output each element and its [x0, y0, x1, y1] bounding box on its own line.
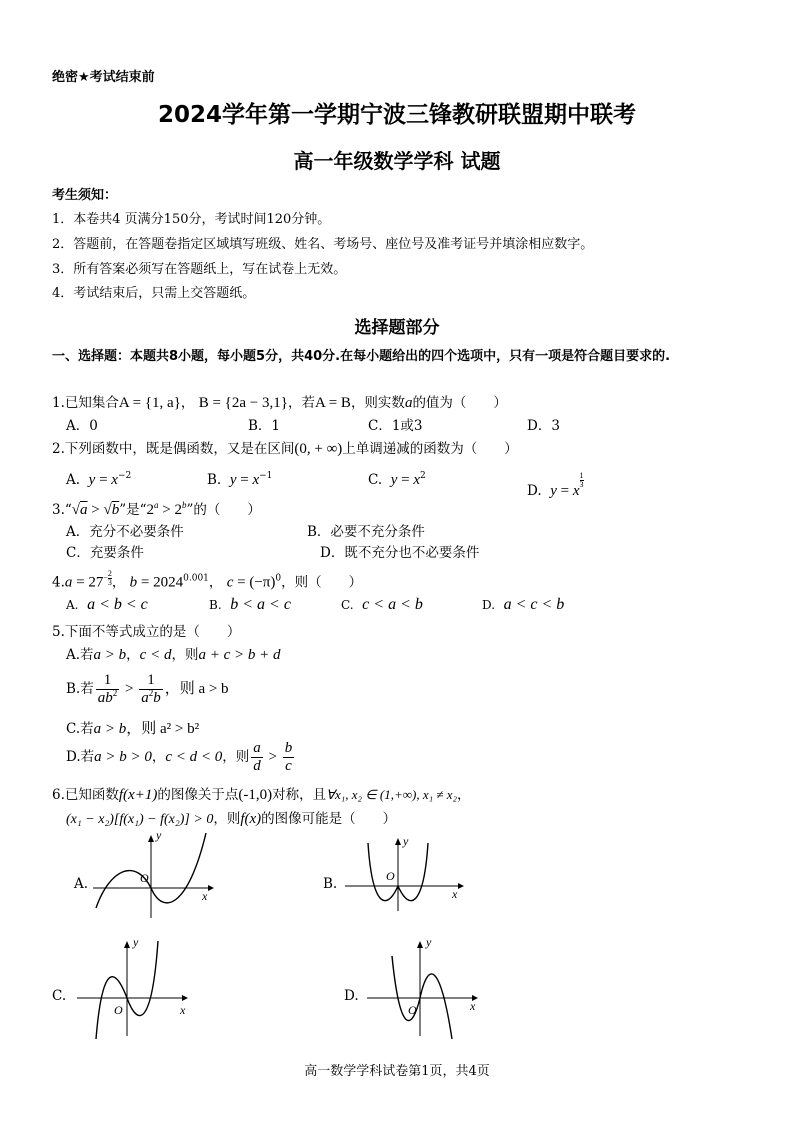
svg-text:y: y [426, 936, 432, 949]
svg-text:x: x [180, 1003, 186, 1017]
q1-suffix: ，则实数 [350, 395, 405, 411]
q5-option-c: C.若a > b，则 a² > b² [66, 721, 200, 737]
q2-label-a: A. [66, 472, 81, 488]
q1-var: a [404, 395, 413, 411]
svg-text:y: y [156, 828, 162, 842]
q2-exp-b: −1 [259, 471, 273, 481]
notice-item: 1．本卷共4 页满分150分，考试时间120分钟。 [52, 212, 331, 227]
q1-end: 的值为（ ） [412, 395, 507, 411]
q4-suffix: ，则（ ） [281, 574, 363, 591]
q3-close: ”的（ ） [186, 502, 261, 518]
svg-text:O: O [114, 1003, 123, 1017]
q2-option-b: B. $y = x^{-1}$ [207, 471, 273, 488]
q3-option-b: B．必要不充分条件 [307, 524, 425, 540]
q3-cond-exp: $2^a > 2^b$ [146, 500, 187, 518]
q4-a-exp-den: 3 [107, 578, 112, 587]
q1-option-c: C．1或3 [368, 418, 423, 434]
q4-b-exp: 0.001 [183, 573, 209, 584]
svg-text:O: O [140, 871, 149, 885]
q4-num: 4. [52, 574, 65, 591]
q2-exp-c: 2 [420, 471, 426, 481]
graph-c-label: C. [52, 988, 67, 1004]
q2-prefix: 2.下列函数中，既是偶函数，又是在区间 [52, 441, 295, 457]
q5-option-b: B.若 $\frac{1}{ab^2}$ > $\frac{1}{a^2b}$ ，则 a > b [66, 672, 229, 706]
svg-text:x: x [452, 887, 458, 901]
question-3-stem [52, 498, 261, 519]
q4-option-c: C. c < a < b [341, 596, 423, 613]
question-4-stem: 4.a = 27− $\frac{2}{3}$ ， $b = 2024^{0.001}$， $c = (-\pi)^0$，则（ ） [52, 569, 363, 591]
q2-exp-a: −2 [117, 471, 132, 481]
section-title: 选择题部分 [354, 318, 440, 338]
q4-c-exp: 0 [275, 573, 282, 584]
q2-option-a: A. $y = x^{-2}$ [66, 471, 132, 488]
part1-heading: 一、选择题：本题共8小题，每小题5分，共40分.在每小题给出的四个选项中，只有一项是符合题目要求的. [52, 349, 671, 364]
q4-a-base: 27 [88, 574, 104, 591]
q1-option-d: D．3 [527, 418, 560, 434]
notice-heading: 考生须知： [52, 188, 118, 203]
question-5-stem: 5.下面不等式成立的是（ ） [52, 624, 241, 640]
q4-option-d: D. a < c < b [482, 596, 565, 613]
graph-c [72, 936, 197, 1041]
graph-b-label: B. [323, 876, 338, 892]
q2-label-c: C. [368, 472, 383, 488]
q2-exp-d-num: 1 [579, 471, 584, 480]
q1-option-b: B．1 [248, 418, 281, 434]
q5-option-d: D.若a > b > 0，c < d < 0，则 $\frac{a}{d}$ > $\frac{b}{c}$ [66, 740, 293, 774]
graph-a-label: A. [74, 876, 89, 892]
q3-option-c: C．充要条件 [66, 545, 144, 561]
svg-text:O: O [386, 869, 395, 883]
q4-option-a: A. a < b < c [66, 596, 148, 613]
exam-subtitle: 高一年级数学学科 试题 [293, 149, 501, 173]
q2-label-b: B. [207, 472, 222, 488]
q1-prefix: 1.已知集合 [52, 395, 119, 411]
q5-option-a: A.若a > b，c < d，则a + c > b + d [66, 647, 281, 663]
q4-option-b: B. b < a < c [209, 596, 291, 613]
q2-option-c: C. $y = x^2$ [368, 471, 426, 488]
exam-title: 2024学年第一学期宁波三锋教研联盟期中联考 [157, 102, 636, 128]
q3-open: 3.“ [52, 502, 72, 518]
svg-text:y: y [133, 936, 139, 949]
q1-middle: ，若 [287, 395, 315, 411]
question-6-line1: 6.已知函数f(x+1)的图像关于点(-1,0)对称，且∀x₁, x₂ ∈ (1,+∞), x₁ ≠ x₂， [52, 787, 471, 803]
q4-b-base: 2024 [153, 574, 184, 591]
svg-text:y: y [403, 835, 409, 848]
q2-option-d: D. y = x $\frac{1}{3}$ [527, 471, 584, 499]
confidential-label: 绝密★考试结束前 [52, 70, 155, 85]
notice-item: 2．答题前，在答题卷指定区域填写班级、姓名、考场号、座位号及准考证号并填涂相应数字。 [52, 237, 594, 252]
q2-suffix: 上单调递减的函数为（ ） [342, 441, 518, 457]
q3-option-d: D．既不充分也不必要条件 [320, 545, 480, 561]
q1-set-a: A = {1, a} [118, 395, 181, 411]
q3-mid: ”是“ [119, 502, 147, 518]
svg-text:x: x [202, 889, 208, 903]
svg-text:O: O [408, 1003, 417, 1017]
question-2-stem [52, 437, 518, 458]
page-footer: 高一数学学科试卷第1页，共4页 [304, 1064, 490, 1079]
q2-interval: (0, + ∞) [294, 441, 343, 457]
q3-option-a: A．充分不必要条件 [66, 524, 184, 540]
q3-cond-sqrt: √a > √b [71, 502, 120, 518]
q1-option-a: A．0 [66, 418, 98, 434]
graph-a [88, 828, 218, 923]
q2-exp-d-den: 3 [579, 480, 584, 489]
notice-item: 3．所有答案必须写在答题纸上，写在试卷上无效。 [52, 262, 347, 277]
graph-d-label: D. [344, 988, 359, 1004]
q4-a-exp-num: 2 [107, 569, 112, 578]
q2-label-d: D. [527, 483, 542, 499]
graph-d [362, 936, 487, 1041]
question-6-line2: (x₁ − x₂)[f(x₁) − f(x₂)] > 0，则f(x)的图像可能是（ ） [66, 811, 397, 827]
svg-text:x: x [470, 999, 476, 1013]
question-1-stem: 1.已知集合A = {1, a}， B = {2a − 3,1}，若A = B，则实数a的值为（ ） [52, 395, 507, 411]
q1-set-b: B = {2a − 3,1} [198, 395, 288, 411]
graph-b [340, 835, 470, 915]
notice-item: 4．考试结束后，只需上交答题纸。 [52, 286, 256, 301]
q1-cond: A = B [314, 395, 351, 411]
